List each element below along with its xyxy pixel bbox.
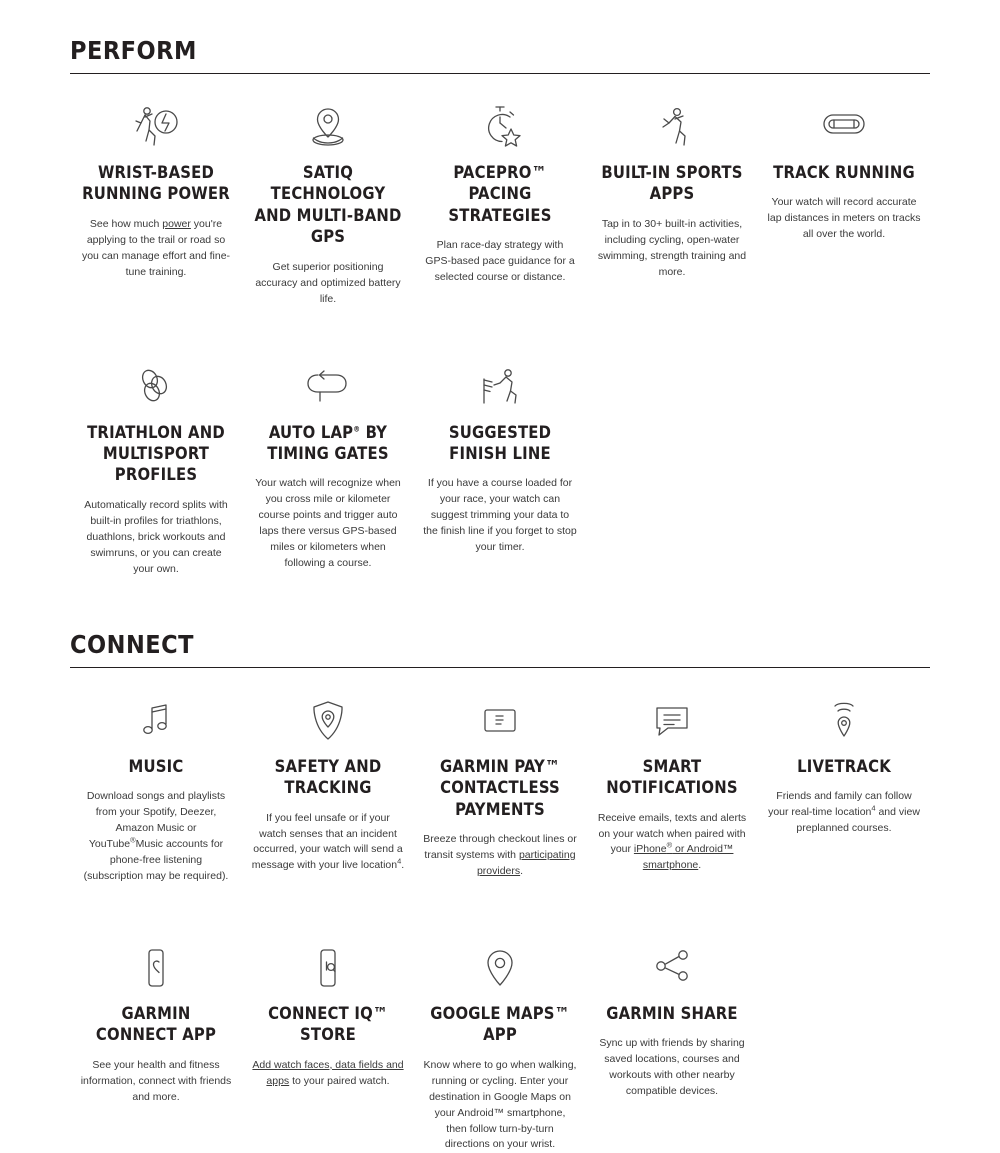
feature-body: Tap in to 30+ built-in activities, including cycling, open-water swimming, strength training and more.: [597, 217, 747, 278]
section-heading-perform: PERFORM: [70, 36, 930, 74]
feature-body: Automatically record splits with built-in profiles for triathlons, duathlons, brick workouts and swimruns, or you can create your own.: [84, 498, 228, 575]
sports-apps-runner-icon: [644, 96, 700, 158]
feature-title: GOOGLE MAPS™ APP: [430, 1003, 570, 1045]
feature-title: MUSIC: [128, 756, 184, 776]
feature-cell-google-maps-app: [414, 915, 586, 1153]
perform-row-2: [70, 334, 930, 578]
connect-row-2: [70, 915, 930, 1153]
safety-shield-icon: [300, 690, 356, 752]
feature-title: TRACK RUNNING: [773, 163, 915, 182]
feature-cell-empty-3: [758, 915, 930, 1153]
finish-line-runner-icon: [472, 356, 528, 418]
feature-body: Sync up with friends by sharing saved locations, courses and workouts with other nearby compatible devices.: [599, 1037, 745, 1098]
feature-body: Download songs and playlists from your Spotify, Deezer, Amazon Music or YouTube®Music accounts for phone-free listening (subscription may be required).: [83, 790, 229, 882]
auto-lap-loop-icon: [300, 356, 356, 418]
feature-cell-pacepro: [414, 74, 586, 308]
running-power-icon: [128, 96, 184, 158]
feature-title: AUTO LAP® BY TIMING GATES: [267, 422, 389, 464]
feature-body: Breeze through checkout lines or transit systems with participating providers.: [423, 833, 577, 877]
gps-location-pin-icon: [300, 96, 356, 158]
section-connect: [70, 578, 930, 1153]
feature-cell-safety-and-tracking: [242, 668, 414, 885]
feature-cell-satiq-technology: [242, 74, 414, 308]
feature-cell-built-in-sports-apps: [586, 74, 758, 308]
feature-cell-empty-2: [758, 334, 930, 578]
feature-title: TRIATHLON AND MULTISPORT PROFILES: [87, 422, 225, 485]
perform-row-1: [70, 74, 930, 308]
stopwatch-star-icon: [472, 96, 528, 158]
contactless-card-icon: [472, 690, 528, 752]
google-maps-pin-icon: [472, 937, 528, 999]
feature-body: Your watch will recognize when you cross mile or kilometer course points and trigger auto laps there versus GPS-based miles or kilometers when following a course.: [255, 477, 401, 570]
feature-cell-garmin-pay: [414, 668, 586, 885]
feature-cell-music: [70, 668, 242, 885]
garmin-share-nodes-icon: [644, 937, 700, 999]
feature-title: SATIQ TECHNOLOGY AND MULTI-BAND GPS: [254, 163, 402, 247]
feature-cell-garmin-connect-app: [70, 915, 242, 1153]
feature-body: See how much power you're applying to the trail or road so you can manage effort and fine-tune training.: [81, 217, 231, 278]
feature-cell-suggested-finish-line: [414, 334, 586, 578]
section-perform: [70, 0, 930, 578]
feature-body: Friends and family can follow your real-time location$^4$ and view preplanned courses.: [768, 790, 920, 835]
feature-cell-empty-1: [586, 334, 758, 578]
feature-cell-garmin-share: [586, 915, 758, 1153]
feature-title: SMART NOTIFICATIONS: [606, 756, 738, 798]
feature-title: SAFETY AND TRACKING: [274, 756, 382, 798]
feature-body: Your watch will record accurate lap distances in meters on tracks all over the world.: [767, 196, 921, 241]
feature-cell-smart-notifications: [586, 668, 758, 885]
feature-body: See your health and fitness information, connect with friends and more.: [80, 1058, 232, 1103]
feature-title: CONNECT IQ™ STORE: [268, 1003, 388, 1045]
feature-body: Plan race-day strategy with GPS-based pace guidance for a selected course or distance.: [425, 239, 575, 284]
feature-title: BUILT-IN SPORTS APPS: [601, 163, 743, 204]
music-note-icon: [128, 690, 184, 752]
garmin-connect-phone-icon: [128, 937, 184, 999]
feature-title: SUGGESTED FINISH LINE: [448, 422, 552, 464]
feature-cell-connect-iq-store: [242, 915, 414, 1153]
feature-title: GARMIN PAY™ CONTACTLESS PAYMENTS: [439, 756, 561, 819]
feature-body: Add watch faces, data fields and apps to your paired watch.: [252, 1058, 404, 1087]
feature-title: GARMIN CONNECT APP: [95, 1003, 217, 1045]
section-heading-connect: CONNECT: [70, 630, 930, 668]
feature-cell-wrist-based-running-power: [70, 74, 242, 308]
feature-cell-livetrack: [758, 668, 930, 885]
feature-title: LIVETRACK: [797, 756, 891, 776]
feature-body: Receive emails, texts and alerts on your watch when paired with your iPhone® or Android™ smartphone.: [597, 811, 747, 872]
connect-iq-phone-icon: [300, 937, 356, 999]
notification-message-icon: [644, 690, 700, 752]
feature-title: WRIST-BASED RUNNING POWER: [82, 163, 230, 204]
feature-title: PACEPRO™ PACING STRATEGIES: [448, 163, 552, 225]
feature-cell-auto-lap: [242, 334, 414, 578]
livetrack-signal-pin-icon: [816, 690, 872, 752]
feature-body: Get superior positioning accuracy and optimized battery life.: [255, 260, 401, 305]
feature-title: GARMIN SHARE: [606, 1003, 738, 1023]
triathlon-rings-icon: [128, 356, 184, 418]
feature-body: If you feel unsafe or if your watch senses that an incident occurred, your watch will send a message with your live location$^4$.: [251, 811, 405, 872]
feature-cell-triathlon-multisport: [70, 334, 242, 578]
feature-body: Know where to go when walking, running or cycling. Enter your destination in Google Maps on your Android™ smartphone, then follow turn-by-turn directions on your wrist.: [423, 1058, 577, 1151]
running-track-icon: [816, 96, 872, 158]
feature-cell-track-running: [758, 74, 930, 308]
connect-row-1: [70, 668, 930, 885]
feature-body: If you have a course loaded for your race, your watch can suggest trimming your data to the finish line if you forget to stop your timer.: [423, 477, 577, 554]
